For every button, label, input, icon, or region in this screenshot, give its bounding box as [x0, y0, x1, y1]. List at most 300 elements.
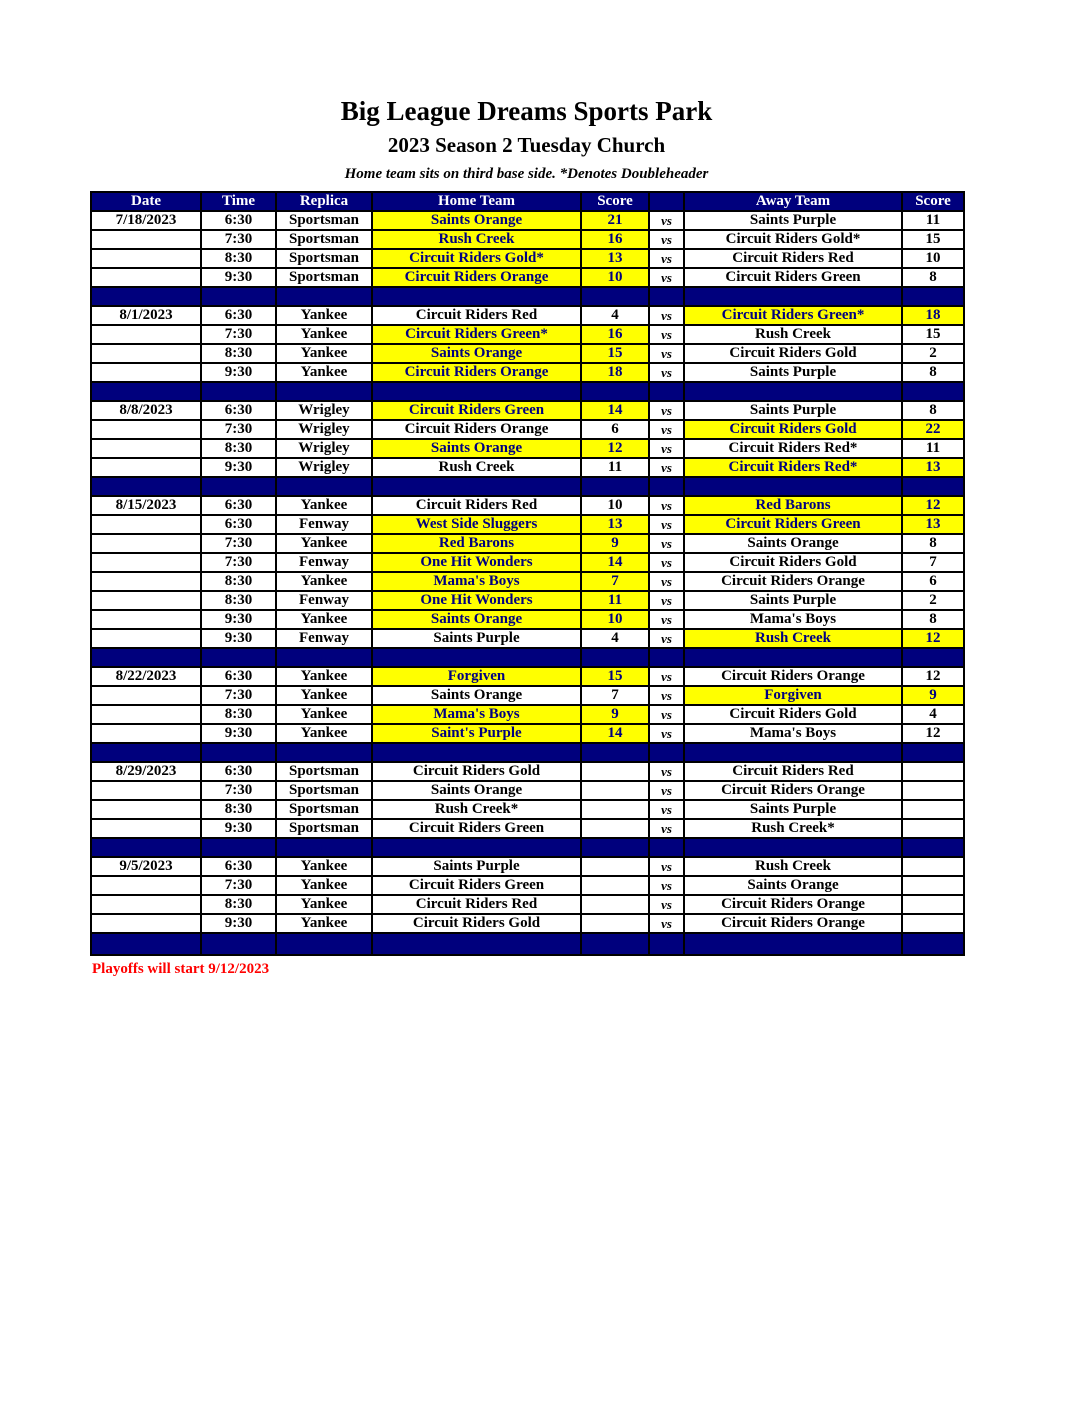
vs-label: vs [649, 800, 684, 819]
vs-label: vs [649, 325, 684, 344]
game-row [91, 667, 964, 686]
game-date [91, 819, 201, 838]
away-team: Saints Purple [684, 591, 902, 610]
game-replica: Yankee [276, 705, 372, 724]
home-score [581, 876, 649, 895]
game-date [91, 724, 201, 743]
home-score: 9 [581, 705, 649, 724]
column-header-away-score: Score [902, 192, 964, 211]
home-score: 16 [581, 325, 649, 344]
away-team: Mama's Boys [684, 610, 902, 629]
vs-label: vs [649, 895, 684, 914]
separator-cell [372, 287, 581, 306]
game-time: 8:30 [201, 439, 276, 458]
vs-label: vs [649, 686, 684, 705]
home-score: 11 [581, 458, 649, 477]
separator-cell [201, 648, 276, 667]
separator-cell [649, 477, 684, 496]
home-team: Circuit Riders Red [372, 306, 581, 325]
home-team: Forgiven [372, 667, 581, 686]
home-score: 14 [581, 724, 649, 743]
game-date: 8/8/2023 [91, 401, 201, 420]
home-score: 10 [581, 268, 649, 287]
away-score [902, 819, 964, 838]
separator-cell [684, 477, 902, 496]
away-score [902, 895, 964, 914]
game-date [91, 420, 201, 439]
away-team: Saints Purple [684, 401, 902, 420]
home-team: Circuit Riders Green [372, 876, 581, 895]
away-team: Circuit Riders Gold [684, 344, 902, 363]
column-header-away-team: Away Team [684, 192, 902, 211]
separator-cell [201, 933, 276, 955]
separator-cell [684, 838, 902, 857]
away-team: Circuit Riders Gold [684, 553, 902, 572]
home-team: Mama's Boys [372, 705, 581, 724]
game-date [91, 534, 201, 553]
home-score [581, 800, 649, 819]
game-row [91, 686, 964, 705]
column-header-vs [649, 192, 684, 211]
away-team: Circuit Riders Gold [684, 420, 902, 439]
game-time: 9:30 [201, 268, 276, 287]
home-team: West Side Sluggers [372, 515, 581, 534]
game-date: 9/5/2023 [91, 857, 201, 876]
game-time: 6:30 [201, 496, 276, 515]
away-score [902, 800, 964, 819]
away-score: 8 [902, 401, 964, 420]
home-score: 14 [581, 401, 649, 420]
home-team: Rush Creek [372, 458, 581, 477]
game-replica: Yankee [276, 724, 372, 743]
away-team: Circuit Riders Orange [684, 781, 902, 800]
game-date: 8/15/2023 [91, 496, 201, 515]
home-team: Circuit Riders Green [372, 819, 581, 838]
home-team: Saints Orange [372, 610, 581, 629]
separator-cell [276, 477, 372, 496]
vs-label: vs [649, 629, 684, 648]
home-score: 18 [581, 363, 649, 382]
away-score: 13 [902, 515, 964, 534]
game-row [91, 344, 964, 363]
away-score: 7 [902, 553, 964, 572]
separator-cell [201, 287, 276, 306]
home-score: 16 [581, 230, 649, 249]
away-score: 12 [902, 724, 964, 743]
away-score: 2 [902, 344, 964, 363]
away-team: Circuit Riders Green [684, 515, 902, 534]
game-replica: Fenway [276, 629, 372, 648]
game-replica: Sportsman [276, 781, 372, 800]
block-separator-row [91, 287, 964, 306]
game-replica: Yankee [276, 876, 372, 895]
home-team: Rush Creek* [372, 800, 581, 819]
separator-cell [684, 287, 902, 306]
schedule-body [91, 211, 964, 955]
home-score: 21 [581, 211, 649, 230]
column-header-date: Date [91, 192, 201, 211]
game-date [91, 572, 201, 591]
home-team: Saints Orange [372, 344, 581, 363]
separator-cell [201, 477, 276, 496]
home-team: Circuit Riders Red [372, 496, 581, 515]
away-score: 6 [902, 572, 964, 591]
game-time: 8:30 [201, 572, 276, 591]
game-row [91, 534, 964, 553]
block-separator-row [91, 477, 964, 496]
game-replica: Wrigley [276, 439, 372, 458]
game-replica: Sportsman [276, 249, 372, 268]
vs-label: vs [649, 458, 684, 477]
game-replica: Yankee [276, 325, 372, 344]
away-team: Rush Creek [684, 629, 902, 648]
separator-cell [276, 287, 372, 306]
game-row [91, 496, 964, 515]
schedule-table [90, 191, 965, 956]
home-score: 13 [581, 249, 649, 268]
home-team: Saints Purple [372, 629, 581, 648]
away-team: Circuit Riders Orange [684, 572, 902, 591]
separator-cell [581, 743, 649, 762]
away-score: 22 [902, 420, 964, 439]
game-date: 8/22/2023 [91, 667, 201, 686]
away-score: 12 [902, 496, 964, 515]
away-team: Circuit Riders Orange [684, 895, 902, 914]
home-team: Saints Purple [372, 857, 581, 876]
game-row [91, 895, 964, 914]
column-header-home-score: Score [581, 192, 649, 211]
home-team: Circuit Riders Green [372, 401, 581, 420]
game-row [91, 705, 964, 724]
home-team: One Hit Wonders [372, 591, 581, 610]
separator-cell [581, 382, 649, 401]
game-row [91, 857, 964, 876]
game-time: 9:30 [201, 363, 276, 382]
separator-cell [581, 287, 649, 306]
game-row [91, 439, 964, 458]
game-row [91, 819, 964, 838]
home-team: Circuit Riders Gold* [372, 249, 581, 268]
game-time: 9:30 [201, 724, 276, 743]
game-time: 9:30 [201, 819, 276, 838]
home-score: 11 [581, 591, 649, 610]
game-row [91, 363, 964, 382]
away-team: Saints Orange [684, 876, 902, 895]
away-team: Rush Creek [684, 857, 902, 876]
table-header-row [91, 192, 964, 211]
game-row [91, 629, 964, 648]
game-date [91, 249, 201, 268]
away-team: Saints Purple [684, 800, 902, 819]
vs-label: vs [649, 667, 684, 686]
away-score: 2 [902, 591, 964, 610]
separator-cell [649, 933, 684, 955]
home-team: Circuit Riders Red [372, 895, 581, 914]
away-score: 15 [902, 325, 964, 344]
vs-label: vs [649, 572, 684, 591]
home-score: 9 [581, 534, 649, 553]
game-date [91, 591, 201, 610]
game-replica: Fenway [276, 515, 372, 534]
game-row [91, 800, 964, 819]
home-score: 15 [581, 344, 649, 363]
separator-cell [276, 933, 372, 955]
vs-label: vs [649, 515, 684, 534]
game-time: 6:30 [201, 762, 276, 781]
game-date: 8/1/2023 [91, 306, 201, 325]
game-replica: Wrigley [276, 458, 372, 477]
game-row [91, 762, 964, 781]
separator-cell [649, 648, 684, 667]
game-date [91, 876, 201, 895]
home-score: 7 [581, 572, 649, 591]
home-team: Red Barons [372, 534, 581, 553]
game-date [91, 800, 201, 819]
vs-label: vs [649, 249, 684, 268]
block-separator-row [91, 743, 964, 762]
away-team: Circuit Riders Orange [684, 667, 902, 686]
vs-label: vs [649, 420, 684, 439]
away-team: Saints Orange [684, 534, 902, 553]
away-team: Circuit Riders Gold* [684, 230, 902, 249]
game-replica: Yankee [276, 363, 372, 382]
separator-cell [201, 838, 276, 857]
game-date [91, 629, 201, 648]
away-team: Rush Creek* [684, 819, 902, 838]
game-date: 8/29/2023 [91, 762, 201, 781]
home-score [581, 819, 649, 838]
separator-cell [581, 477, 649, 496]
separator-cell [649, 743, 684, 762]
away-score: 10 [902, 249, 964, 268]
separator-cell [372, 648, 581, 667]
game-date [91, 705, 201, 724]
home-team: Circuit Riders Green* [372, 325, 581, 344]
game-date [91, 458, 201, 477]
game-time: 6:30 [201, 515, 276, 534]
game-time: 7:30 [201, 230, 276, 249]
separator-cell [276, 838, 372, 857]
game-replica: Wrigley [276, 401, 372, 420]
vs-label: vs [649, 857, 684, 876]
game-date [91, 686, 201, 705]
game-date [91, 515, 201, 534]
separator-cell [902, 743, 964, 762]
page-title: Big League Dreams Sports Park [340, 96, 713, 126]
game-row [91, 876, 964, 895]
separator-cell [91, 382, 201, 401]
game-date [91, 895, 201, 914]
game-time: 8:30 [201, 249, 276, 268]
away-score: 8 [902, 268, 964, 287]
game-row [91, 306, 964, 325]
game-row [91, 724, 964, 743]
game-replica: Yankee [276, 914, 372, 933]
game-date [91, 781, 201, 800]
game-row [91, 458, 964, 477]
game-time: 7:30 [201, 534, 276, 553]
game-row [91, 249, 964, 268]
game-date [91, 439, 201, 458]
game-time: 6:30 [201, 211, 276, 230]
separator-cell [372, 838, 581, 857]
away-team: Circuit Riders Green* [684, 306, 902, 325]
away-score: 13 [902, 458, 964, 477]
column-header-replica: Replica [276, 192, 372, 211]
away-team: Rush Creek [684, 325, 902, 344]
game-time: 9:30 [201, 629, 276, 648]
separator-cell [91, 838, 201, 857]
game-time: 8:30 [201, 705, 276, 724]
separator-cell [902, 648, 964, 667]
vs-label: vs [649, 591, 684, 610]
home-team: Saints Orange [372, 781, 581, 800]
vs-label: vs [649, 553, 684, 572]
game-time: 8:30 [201, 591, 276, 610]
vs-label: vs [649, 762, 684, 781]
vs-label: vs [649, 230, 684, 249]
away-score: 15 [902, 230, 964, 249]
game-replica: Yankee [276, 306, 372, 325]
separator-cell [276, 648, 372, 667]
game-replica: Sportsman [276, 819, 372, 838]
block-separator-row [91, 838, 964, 857]
column-header-home-team: Home Team [372, 192, 581, 211]
vs-label: vs [649, 819, 684, 838]
separator-cell [902, 382, 964, 401]
game-replica: Sportsman [276, 762, 372, 781]
game-time: 8:30 [201, 344, 276, 363]
game-replica: Wrigley [276, 420, 372, 439]
game-replica: Yankee [276, 895, 372, 914]
home-team: Circuit Riders Orange [372, 363, 581, 382]
separator-cell [372, 933, 581, 955]
game-replica: Fenway [276, 591, 372, 610]
home-team: Rush Creek [372, 230, 581, 249]
game-row [91, 230, 964, 249]
away-team: Forgiven [684, 686, 902, 705]
away-score: 8 [902, 610, 964, 629]
game-replica: Sportsman [276, 230, 372, 249]
separator-cell [581, 933, 649, 955]
away-score: 4 [902, 705, 964, 724]
separator-cell [649, 287, 684, 306]
game-date [91, 344, 201, 363]
game-time: 7:30 [201, 325, 276, 344]
separator-cell [902, 477, 964, 496]
column-header-time: Time [201, 192, 276, 211]
separator-cell [201, 743, 276, 762]
separator-cell [201, 382, 276, 401]
game-time: 7:30 [201, 420, 276, 439]
game-time: 9:30 [201, 458, 276, 477]
game-replica: Yankee [276, 496, 372, 515]
game-time: 6:30 [201, 306, 276, 325]
playoffs-note: Playoffs will start 9/12/2023 [92, 961, 270, 978]
game-replica: Sportsman [276, 800, 372, 819]
away-score [902, 857, 964, 876]
game-replica: Yankee [276, 344, 372, 363]
separator-cell [684, 933, 902, 955]
home-score [581, 781, 649, 800]
game-date [91, 610, 201, 629]
separator-cell [91, 477, 201, 496]
home-team: Saints Orange [372, 211, 581, 230]
home-score [581, 857, 649, 876]
home-team: Circuit Riders Gold [372, 762, 581, 781]
vs-label: vs [649, 496, 684, 515]
game-time: 6:30 [201, 401, 276, 420]
away-score [902, 876, 964, 895]
game-row [91, 553, 964, 572]
away-team: Circuit Riders Orange [684, 914, 902, 933]
separator-cell [902, 287, 964, 306]
home-team: Saint's Purple [372, 724, 581, 743]
game-time: 9:30 [201, 610, 276, 629]
home-team: Circuit Riders Gold [372, 914, 581, 933]
separator-cell [276, 382, 372, 401]
vs-label: vs [649, 344, 684, 363]
separator-cell [684, 648, 902, 667]
home-score [581, 762, 649, 781]
away-score: 18 [902, 306, 964, 325]
home-team: Saints Orange [372, 686, 581, 705]
vs-label: vs [649, 876, 684, 895]
game-date [91, 230, 201, 249]
game-row [91, 610, 964, 629]
game-time: 8:30 [201, 895, 276, 914]
home-team: Circuit Riders Orange [372, 420, 581, 439]
away-team: Mama's Boys [684, 724, 902, 743]
vs-label: vs [649, 914, 684, 933]
vs-label: vs [649, 211, 684, 230]
game-replica: Yankee [276, 857, 372, 876]
separator-cell [91, 933, 201, 955]
home-score: 4 [581, 306, 649, 325]
away-score: 11 [902, 211, 964, 230]
away-team: Circuit Riders Gold [684, 705, 902, 724]
home-score: 10 [581, 610, 649, 629]
game-date [91, 914, 201, 933]
vs-label: vs [649, 268, 684, 287]
block-separator-row [91, 648, 964, 667]
away-score [902, 781, 964, 800]
home-score [581, 895, 649, 914]
separator-cell [276, 743, 372, 762]
home-team: Mama's Boys [372, 572, 581, 591]
home-team: Circuit Riders Orange [372, 268, 581, 287]
away-score: 12 [902, 667, 964, 686]
game-time: 8:30 [201, 800, 276, 819]
home-team: Saints Orange [372, 439, 581, 458]
game-row [91, 572, 964, 591]
game-replica: Yankee [276, 572, 372, 591]
game-row [91, 401, 964, 420]
away-score [902, 762, 964, 781]
page-subtitle: 2023 Season 2 Tuesday Church [387, 132, 666, 157]
game-replica: Sportsman [276, 211, 372, 230]
vs-label: vs [649, 610, 684, 629]
home-score [581, 914, 649, 933]
document-header [90, 0, 963, 182]
block-separator-row [91, 382, 964, 401]
vs-label: vs [649, 401, 684, 420]
game-replica: Fenway [276, 553, 372, 572]
home-score: 12 [581, 439, 649, 458]
game-row [91, 781, 964, 800]
separator-cell [684, 743, 902, 762]
game-replica: Yankee [276, 610, 372, 629]
